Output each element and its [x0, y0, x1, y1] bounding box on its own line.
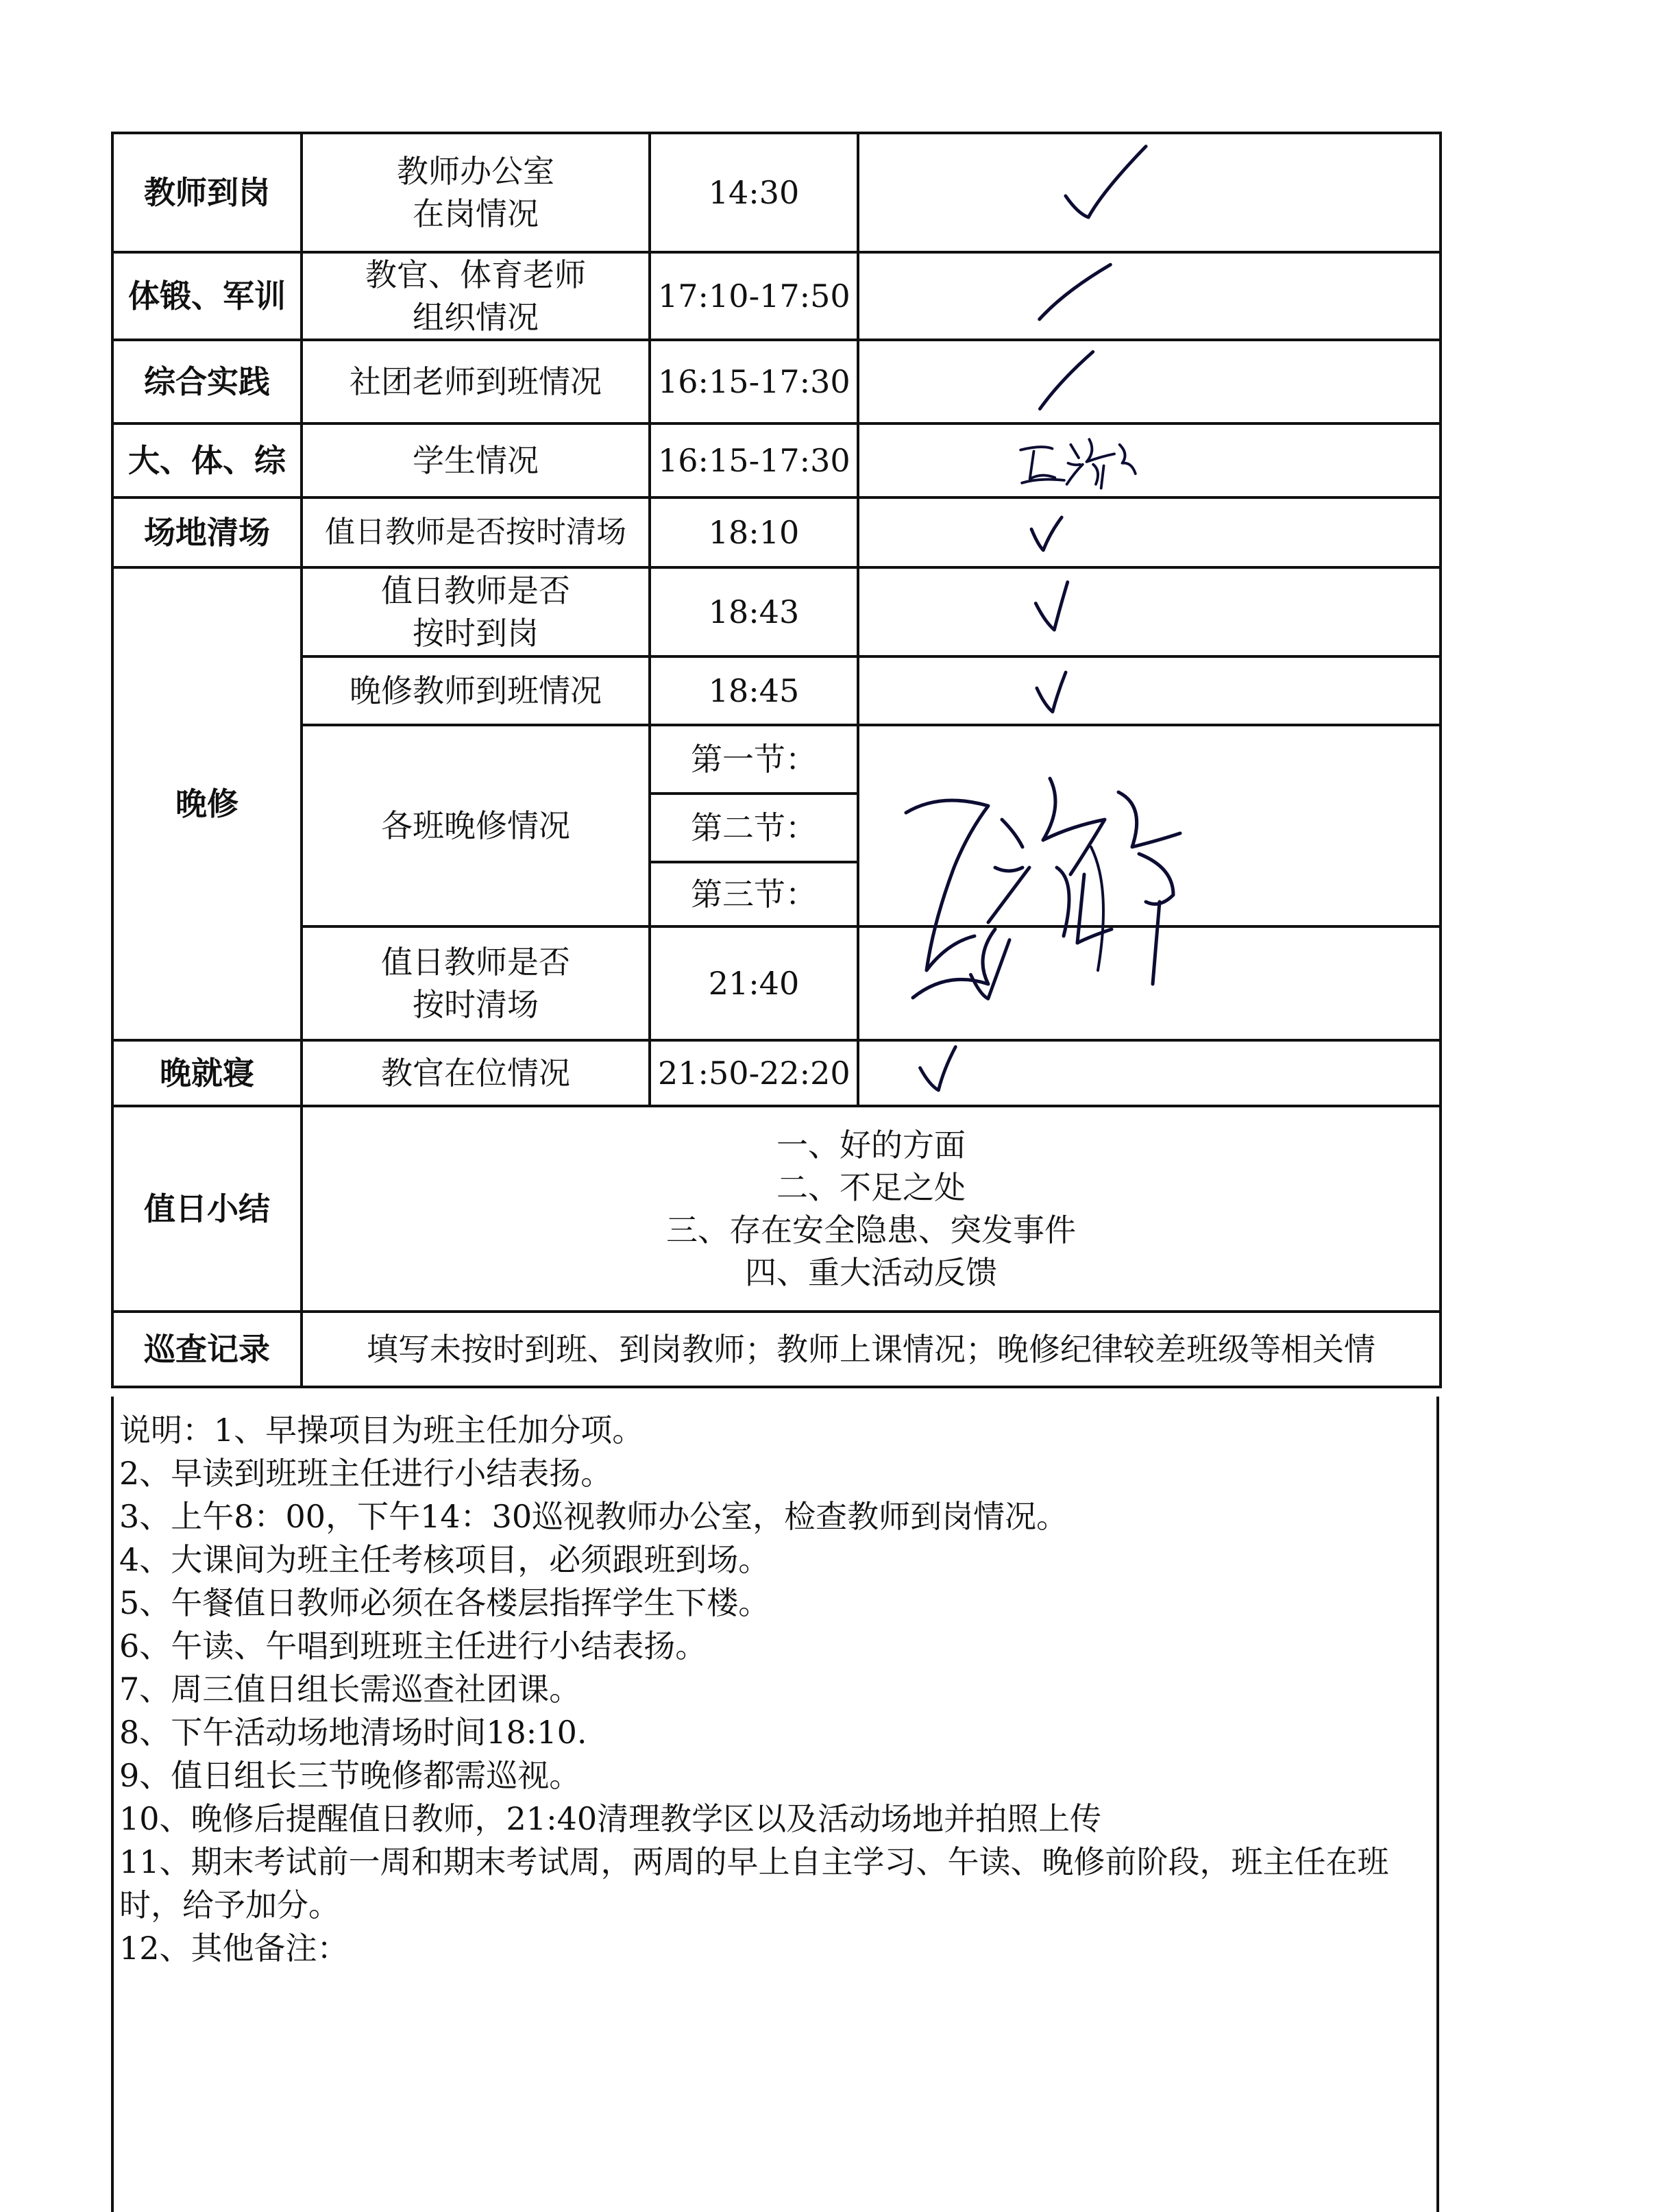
time-cell: 16:15-17:30	[650, 423, 858, 497]
note-line: 5、午餐值日教师必须在各楼层指挥学生下楼。	[119, 1584, 770, 1621]
time-cell: 18:43	[650, 567, 858, 656]
note-line: 10、晚修后提醒值日教师，21:40清理教学区以及活动场地并拍照上传	[119, 1800, 1102, 1837]
check-mark-cell	[858, 252, 1441, 340]
summary-line: 四、重大活动反馈	[745, 1254, 997, 1291]
duty-table	[111, 132, 1442, 1388]
item-cell	[302, 497, 650, 567]
table-row	[112, 725, 1441, 794]
note-line: 说明：1、早操项目为班主任加分项。	[119, 1412, 644, 1449]
category-cell: 晚修	[112, 567, 302, 1040]
record-cell: 填写未按时到班、到岗教师；教师上课情况；晚修纪律较差班级等相关情	[302, 1312, 1441, 1387]
item-line: 值日教师是否	[381, 944, 570, 981]
category-cell: 大、体、综	[112, 423, 302, 497]
time-cell: 14:30	[650, 133, 858, 252]
check-mark-icon	[859, 341, 1439, 422]
category-cell: 体锻、军训	[112, 252, 302, 340]
time-cell: 21:40	[650, 926, 858, 1040]
item-cell	[302, 926, 650, 1040]
check-mark-cell	[858, 926, 1441, 1040]
time-cell: 21:50-22:20	[650, 1040, 858, 1106]
check-mark-cell	[858, 497, 1441, 567]
item-line: 按时清场	[413, 986, 539, 1023]
note-line: 11、期末考试前一周和期末考试周，两周的早上自主学习、午读、晚修前阶段，班主任在班时，给予加分。	[119, 1843, 1389, 1924]
time-cell: 18:45	[650, 656, 858, 725]
check-mark-cell	[858, 656, 1441, 725]
item-line: 晚修教师到班情况	[350, 672, 602, 709]
note-line: 2、早读到班班主任进行小结表扬。	[119, 1455, 613, 1492]
item-line: 组织情况	[413, 299, 539, 336]
table-row	[112, 1040, 1441, 1106]
item-line: 各班晚修情况	[381, 807, 570, 844]
category-cell: 教师到岗	[112, 133, 302, 252]
category-cell: 晚就寝	[112, 1040, 302, 1106]
table-row	[112, 656, 1441, 725]
table-row	[112, 423, 1441, 497]
table-row	[112, 926, 1441, 1040]
note-line: 6、午读、午唱到班班主任进行小结表扬。	[119, 1627, 707, 1664]
notes-section	[111, 1397, 1439, 2212]
item-line: 学生情况	[413, 442, 539, 479]
signature-cell	[858, 725, 1441, 926]
summary-line: 一、好的方面	[776, 1127, 966, 1164]
item-line: 社团老师到班情况	[350, 363, 602, 400]
summary-line: 三、存在安全隐患、突发事件	[666, 1212, 1076, 1249]
check-mark-icon	[859, 569, 1439, 655]
note-line: 9、值日组长三节晚修都需巡视。	[119, 1757, 581, 1794]
note-line: 7、周三值日组长需巡查社团课。	[119, 1671, 581, 1708]
check-mark-icon	[859, 1042, 1439, 1105]
table-row	[112, 133, 1441, 252]
note-line: 3、上午8：00，下午14：30巡视教师办公室，检查教师到岗情况。	[119, 1498, 1068, 1535]
check-mark-cell	[858, 133, 1441, 252]
table-row	[112, 1312, 1441, 1387]
item-cell	[302, 252, 650, 340]
summary-line: 二、不足之处	[776, 1169, 966, 1206]
category-cell: 场地清场	[112, 497, 302, 567]
item-cell	[302, 725, 650, 926]
check-mark-icon	[859, 134, 1439, 251]
category-cell: 巡查记录	[112, 1312, 302, 1387]
item-line: 按时到岗	[413, 615, 539, 652]
item-line: 在岗情况	[413, 195, 539, 232]
signature-icon	[859, 425, 1439, 496]
item-cell	[302, 567, 650, 656]
item-line: 值日教师是否按时清场	[325, 515, 626, 550]
note-line: 4、大课间为班主任考核项目，必须跟班到场。	[119, 1541, 770, 1578]
check-mark-icon	[859, 254, 1439, 339]
time-cell: 16:15-17:30	[650, 340, 858, 423]
category-cell: 综合实践	[112, 340, 302, 423]
signature-cell	[858, 423, 1441, 497]
check-mark-cell	[858, 340, 1441, 423]
item-cell	[302, 656, 650, 725]
table-row	[112, 1106, 1441, 1312]
check-mark-icon	[859, 928, 1439, 1039]
period-cell: 第一节：	[650, 725, 858, 794]
item-line: 教师办公室	[397, 153, 554, 190]
duty-sheet	[111, 132, 1439, 2212]
item-cell	[302, 133, 650, 252]
category-cell: 值日小结	[112, 1106, 302, 1312]
check-mark-cell	[858, 567, 1441, 656]
item-cell	[302, 423, 650, 497]
check-mark-cell	[858, 1040, 1441, 1106]
period-cell: 第二节：	[650, 794, 858, 862]
note-line: 8、下午活动场地清场时间18:10.	[119, 1714, 587, 1751]
period-cell: 第三节：	[650, 862, 858, 926]
table-row	[112, 252, 1441, 340]
item-line: 教官、体育老师	[365, 256, 586, 293]
item-cell: 教官在位情况	[302, 1040, 650, 1106]
table-row	[112, 497, 1441, 567]
item-cell	[302, 340, 650, 423]
note-line: 12、其他备注：	[119, 1930, 349, 1967]
summary-cell	[302, 1106, 1441, 1312]
time-cell: 18:10	[650, 497, 858, 567]
table-row	[112, 340, 1441, 423]
check-mark-icon	[859, 658, 1439, 724]
table-row	[112, 567, 1441, 656]
item-line: 值日教师是否	[381, 572, 570, 609]
check-mark-icon	[859, 499, 1439, 566]
time-cell: 17:10-17:50	[650, 252, 858, 340]
